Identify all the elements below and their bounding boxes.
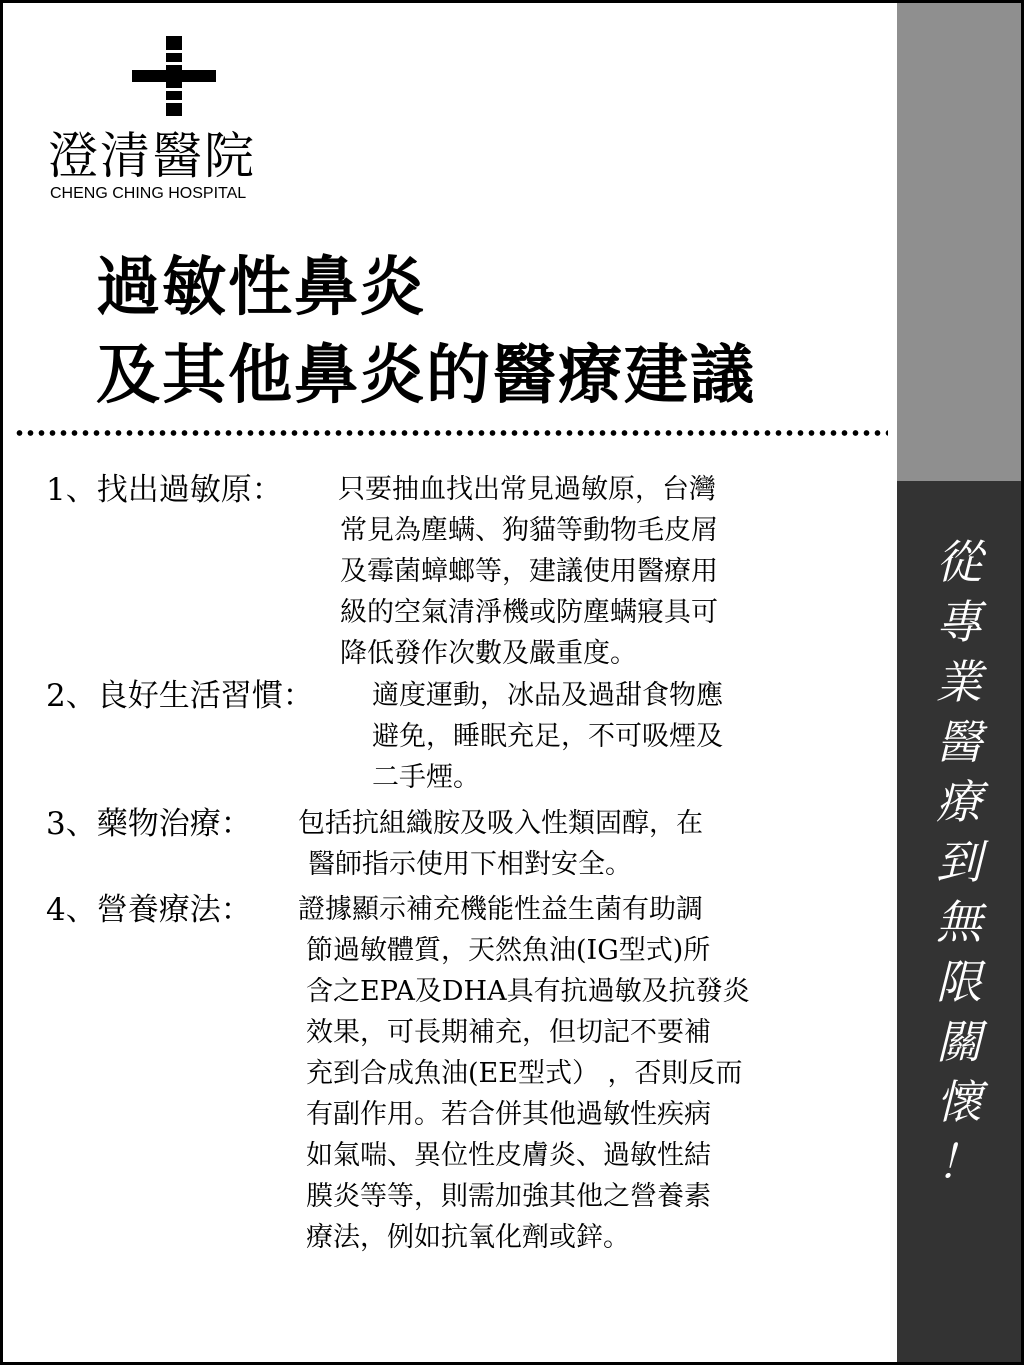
item-line: 充到合成魚油(EE型式） ，否則反而 [306, 1058, 743, 1089]
item-line: 及霉菌蟑螂等，建議使用醫療用 [340, 556, 718, 587]
slogan-char: 業 [936, 655, 982, 709]
item-line: 節過敏體質，天然魚油(IG型式)所 [306, 935, 711, 966]
sidebar-slogan [897, 532, 1021, 1192]
item-line: 醫師指示使用下相對安全。 [308, 849, 632, 880]
item-line: 二手煙。 [372, 762, 480, 793]
slogan-char: 限 [936, 955, 982, 1009]
slogan-char: 懷 [936, 1075, 982, 1129]
item-label: 2、良好生活習慣： [46, 678, 314, 714]
item-line: 療法，例如抗氧化劑或鋅。 [306, 1222, 630, 1253]
hospital-name-en: CHENG CHING HOSPITAL [50, 185, 247, 202]
item-line: 證據顯示補充機能性益生菌有助調 [298, 894, 703, 925]
page-title-line1: 過敏性鼻炎 [96, 250, 426, 325]
item-line: 效果，可長期補充，但切記不要補 [306, 1017, 711, 1048]
item-line: 如氣喘、異位性皮膚炎、過敏性結 [306, 1140, 711, 1171]
item-line: 只要抽血找出常見過敏原，台灣 [338, 474, 716, 505]
slogan-char: 醫 [936, 715, 982, 769]
item-label: 1、找出過敏原： [46, 472, 283, 508]
item-label: 3、藥物治療： [46, 806, 252, 842]
slogan-char: 專 [936, 595, 982, 649]
item-line: 適度運動，冰品及過甜食物應 [372, 680, 723, 711]
item-line: 含之EPA及DHA具有抗過敏及抗發炎 [306, 976, 750, 1007]
item-line: 有副作用。若合併其他過敏性疾病 [306, 1099, 711, 1130]
item-line: 級的空氣清淨機或防塵螨寢具可 [340, 597, 718, 628]
dotted-divider [14, 427, 888, 439]
slogan-char: 無 [936, 895, 982, 949]
item-line: 常見為塵螨、狗貓等動物毛皮屑 [340, 515, 718, 546]
slogan-char: ！ [936, 1135, 982, 1189]
slogan-char: 從 [936, 535, 982, 589]
hospital-logo-icon [132, 36, 216, 116]
slogan-char: 關 [936, 1015, 982, 1069]
page-title-line2: 及其他鼻炎的醫療建議 [96, 338, 756, 413]
item-line: 包括抗組織胺及吸入性類固醇，在 [298, 808, 703, 839]
slogan-char: 到 [936, 835, 982, 889]
item-line: 避免，睡眠充足，不可吸煙及 [372, 721, 723, 752]
item-line: 降低發作次數及嚴重度。 [340, 638, 637, 669]
hospital-name-zh: 澄清醫院 [48, 127, 256, 185]
item-line: 膜炎等等，則需加強其他之營養素 [306, 1181, 711, 1212]
item-label: 4、營養療法： [46, 892, 252, 928]
slogan-char: 療 [936, 775, 982, 829]
sidebar-top-panel [897, 3, 1021, 481]
